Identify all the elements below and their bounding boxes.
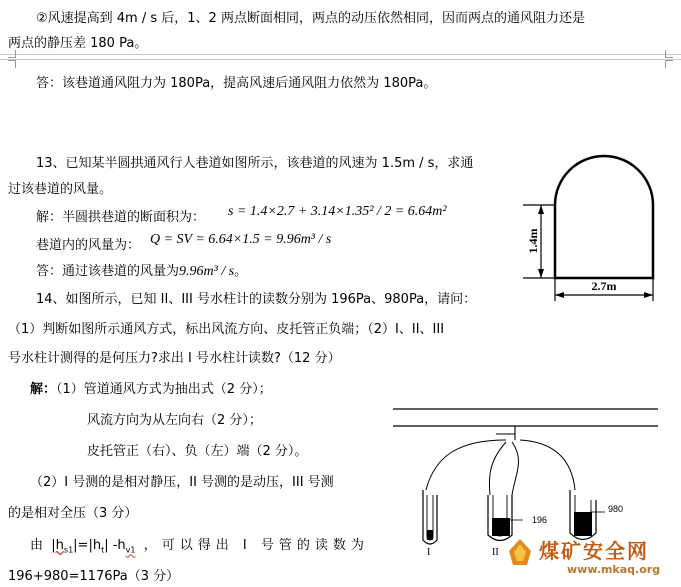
q14-line3: 号水柱计测得的是何压力?求出 I 号水柱计读数?（12 分）: [8, 351, 341, 366]
tube-to-gauge-ii: [489, 442, 506, 495]
q13-flow-label: 巷道内的风量为：: [36, 238, 141, 253]
q14-sol6: 196+980=1176Pa（3 分）: [8, 569, 180, 584]
q13-area-formula: s = 1.4×2.7 + 3.14×1.35² / 2 = 6.64m²: [228, 204, 447, 219]
tunnel-outline: [555, 156, 653, 278]
q13-answer-value: 9.96m³ / s: [179, 264, 235, 279]
arrow-down-icon: [538, 269, 544, 278]
q13-answer: [36, 260, 247, 280]
page-break: [0, 54, 681, 60]
answer1: 答：该巷道通风阻力为 180Pa，提高风速后通风阻力依然为 180Pa。: [36, 76, 437, 91]
arrow-left-icon: [555, 292, 564, 298]
crop-mark: [8, 50, 16, 58]
width-label: 2.7m: [591, 279, 617, 293]
gauge-ii-label: II: [492, 547, 499, 558]
pitot-head: [496, 426, 515, 440]
q14-sol3: 皮托管正（右）、负（左）端（2 分）。: [87, 444, 308, 459]
q14-sol2: 风流方向为从左向右（2 分）；: [87, 413, 262, 428]
arrow-right-icon: [644, 292, 653, 298]
watermark-brand: 煤矿安全网: [539, 539, 649, 563]
tube-to-gauge-i: [426, 440, 506, 490]
q14-sol1: （1）管道通风方式为抽出式（2 分）；: [56, 382, 272, 397]
crop-mark: [8, 60, 16, 68]
q14-sol5: 由 $|h_{s1}|=|h_t|$ $-h_{v1}$ ，可以得出 I 号管的读数为: [30, 538, 369, 555]
q14-line1: 14、如图所示，已知 II、III 号水柱计的读数分别为 196Pa、980Pa，请问：: [36, 292, 477, 307]
para1-line1: ②风速提高到 4m / s 后，1、2 两点断面相同，两点的动压依然相同，因而两点的通风阻力还是: [36, 11, 585, 26]
arrow-up-icon: [538, 205, 544, 214]
q14-sol5-d: | -h: [104, 538, 126, 553]
crop-mark: [665, 60, 673, 68]
watermark-url: www.mkaq.org: [567, 563, 661, 576]
q13-line1: 13、已知某半圆拱通风行人巷道如图所示，该巷道的风速为 1.5m / s，求通: [36, 156, 474, 171]
q13-solution-label: 解：半圆拱巷道的断面积为：: [36, 210, 206, 225]
tube-to-gauge-iii: [520, 440, 575, 490]
gauge-ii-value: 196: [532, 515, 548, 525]
q13-flow-formula: Q = SV = 6.64×1.5 = 9.96m³ / s: [150, 232, 332, 247]
para1-line2: 两点的静压差 180 Pa。: [8, 36, 148, 51]
q14-sol5-c: |=|h: [73, 538, 102, 553]
height-label: 1.4m: [526, 228, 540, 254]
q14-solution-label: 解：: [30, 382, 57, 397]
gauge-i-label: I: [427, 547, 431, 558]
q14-sol5-e: ，可以得出 I 号管的读数为: [143, 538, 369, 553]
gauge-i: [423, 490, 437, 544]
q13-line2: 过该巷道的风量。: [8, 182, 113, 197]
coal-mine-logo-icon: [505, 537, 535, 567]
arch-tunnel-figure: [515, 135, 675, 307]
q13-answer-prefix: 答：通过该巷道的风量为: [36, 264, 180, 279]
site-watermark: [505, 533, 675, 583]
tube-to-gauge-ii-right: [512, 442, 519, 495]
q14-sol4-line2: 的是相对全压（3 分）: [8, 506, 138, 521]
q14-sol4-line1: （2）I 号测的是相对静压，II 号测的是动压，III 号测: [30, 475, 334, 490]
q14-sol5-b: |h: [51, 538, 64, 553]
gauge-iii-value: 980: [608, 504, 624, 514]
crop-mark: [665, 50, 673, 58]
q14-solution: [30, 378, 272, 397]
q14-line2: （1）判断如图所示通风方式，标出风流方向、皮托管正负端；（2）I、II、III: [8, 322, 445, 337]
q14-sol5-a: 由: [30, 538, 44, 553]
q13-answer-suffix: 。: [234, 264, 248, 279]
